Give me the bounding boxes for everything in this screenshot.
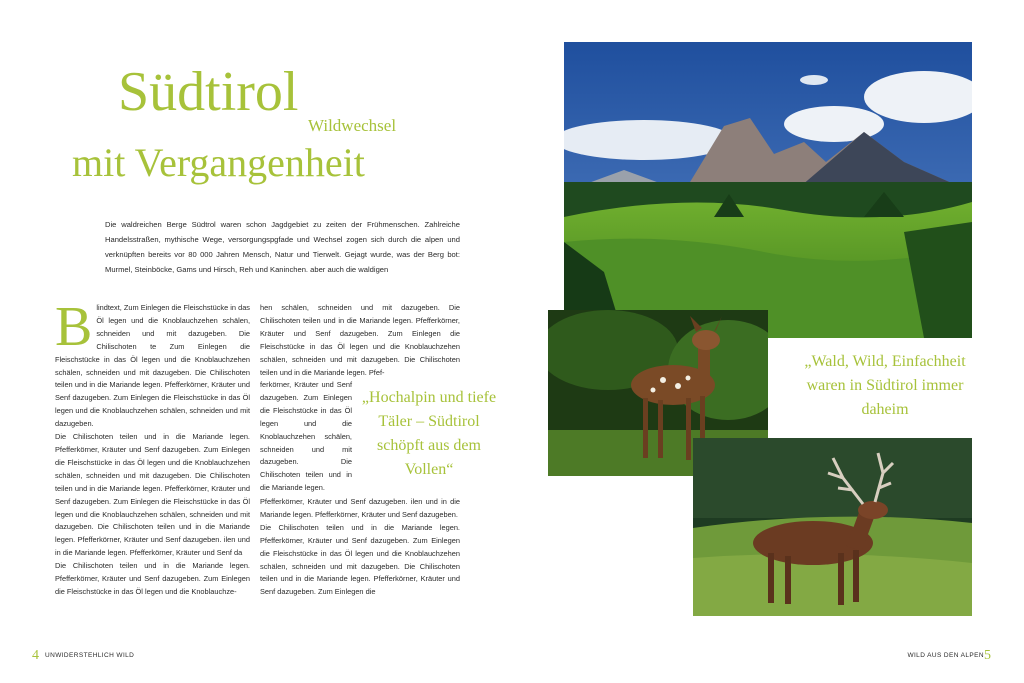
body-column-2-narrow bbox=[260, 379, 352, 495]
page-number-right: 5 bbox=[984, 648, 991, 663]
paragraph: Pfefferkörner, Kräuter und Senf dazugeben. ilen und in die Mariande legen. Pfefferkörner, Kräuter und Senf dazugeben. bbox=[260, 497, 460, 519]
body-column-1 bbox=[55, 296, 250, 599]
drop-cap: B bbox=[55, 296, 93, 358]
body-column-2-bottom bbox=[260, 496, 460, 599]
footer-label-left: UNWIDERSTEHLICH WILD bbox=[45, 652, 135, 659]
page-title: Südtirol bbox=[118, 61, 299, 123]
paragraph-text: lindtext, Zum Einlegen die Fleischstücke in das Öl legen und die Knoblauchzehen schälen, schneiden und mit dazugeben. Die Chilischoten te Zum Einlegen die Fleischstücke in das Öl legen und die Knoblauchzehen schälen, schneiden und mit dazugeben. Die Chilischoten teilen und in die Mariande legen. Pfefferkörner, Kräuter und Senf dazugeben. Zum Einlegen die Fleischstücke in das Öl legen und die Knoblauchzehen schälen, schneiden und mit dazugeben. bbox=[55, 303, 250, 429]
paragraph: Die Chilischoten teilen und in die Mariande legen. Pfefferkörner, Kräuter und Senf dazugeben. Zum Einlegen die Fleischstücke in das Öl legen und die Knoblauchze- bbox=[55, 561, 250, 596]
page-number-left: 4 bbox=[32, 648, 39, 663]
page-title-line2: mit Vergangenheit bbox=[72, 140, 365, 185]
red-deer-stag-photo bbox=[693, 438, 972, 616]
first-paragraph bbox=[55, 296, 250, 431]
mountain-landscape-photo bbox=[564, 42, 972, 338]
pull-quote-right: „Wald, Wild, Einfachheit waren in Südtirol immer daheim bbox=[804, 353, 966, 418]
page-subtitle: Wildwechsel bbox=[308, 116, 397, 135]
body-column-2-top bbox=[260, 302, 460, 379]
paragraph: hen schälen, schneiden und mit dazugeben. Die Chilischoten teilen und in die Mariande legen. Pfefferkörner, Kräuter und Senf dazugeben. Zum Einlegen die Fleischstücke in das Öl legen und die Knoblauchzehen schälen, schneiden und mit dazugeben. Die Chilischoten teilen und in die Mariande legen. Pfef- bbox=[260, 303, 460, 377]
footer-label-right: WILD AUS DEN ALPEN bbox=[907, 652, 984, 659]
paragraph: Die Chilischoten teilen und in die Mariande legen. Pfefferkörner, Kräuter und Senf dazugeben. Zum Einlegen die Fleischstücke in das Öl legen und die Knoblauchzehen schälen, schneiden und mit dazugeben. Die Chilischoten teilen und in die Mariande legen. Pfefferkörner, Kräuter und Senf dazugeben. Zum Einlegen die Fleischstücke in das Öl legen und die Knoblauchzehen schälen, schneiden und mit dazugeben. Die Chilischoten teilen und in die Mariande legen. Pfefferkörner, Kräuter und Senf dazugeben. ilen und in die Mariande legen. Pfefferkörner, Kräuter und Senf da bbox=[55, 432, 250, 558]
intro-paragraph: Die waldreichen Berge Südtrol waren schon Jagdgebiet zu zeiten der Frühmenschen. Zahlreiche Handelsstraßen, mythische Wege, versorgungspgfade und Wechsel zogen sich durch die alpen und verknüpften bereits vor 80 000 Jahren Mensch, Natur und Tierwelt. Gejagt wurde, was der Berg bot: Murmel, Steinböcke, Gams und Hirsch, Reh und Kaninchen. aber auch die waldigen bbox=[105, 220, 460, 274]
paragraph: Die Chilischoten teilen und in die Mariande legen. Pfefferkörner, Kräuter und Senf dazugeben. Zum Einlegen die Fleischstücke in das Öl legen und die Knoblauchzehen schälen, schneiden und mit dazugeben. Die Chilischoten teilen und in die Mariande legen. Pfefferkörner, Kräuter und Senf dazugeben. Zum Einlegen die bbox=[260, 522, 460, 597]
paragraph: ferkörner, Kräuter und Senf dazugeben. Zum Einlegen die Fleischstücke in das Öl legen und die Knoblauchzehen schälen, schneiden und mit dazugeben. Die Chilischoten teilen und in die Mariande legen. bbox=[260, 380, 352, 493]
pull-quote-left: „Hochalpin und tiefe Täler – Südtirol schöpft aus dem Vollen“ bbox=[361, 389, 497, 478]
